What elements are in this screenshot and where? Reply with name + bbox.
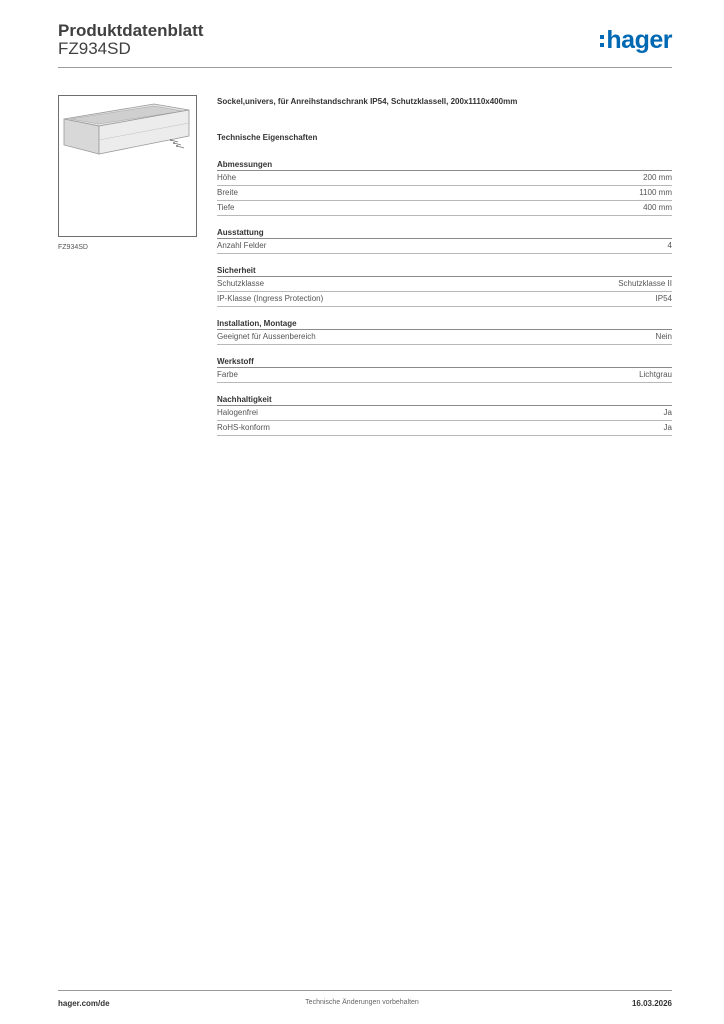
section-safety: [217, 265, 672, 307]
property-label: Geeignet für Aussenbereich: [217, 332, 316, 341]
property-row: [217, 277, 672, 292]
property-row: [217, 186, 672, 201]
section-title: Sicherheit: [217, 265, 672, 277]
section-equipment: [217, 227, 672, 254]
section-installation: [217, 318, 672, 345]
property-value: 4: [667, 241, 672, 250]
product-description: Sockel,univers, für Anreihstandschrank IP54, Schutzklassell, 200x1110x400mm: [217, 97, 518, 106]
property-value: Nein: [655, 332, 672, 341]
property-value: Lichtgrau: [639, 370, 672, 379]
property-label: RoHS-konform: [217, 423, 270, 432]
property-value: Ja: [663, 408, 672, 417]
section-title: Nachhaltigkeit: [217, 394, 672, 406]
base-plinth-illustration: [59, 96, 196, 236]
property-row: [217, 421, 672, 436]
technical-properties-heading: Technische Eigenschaften: [217, 133, 318, 142]
section-material: [217, 356, 672, 383]
property-value: 1100 mm: [639, 188, 672, 197]
document-date: 16.03.2026: [631, 999, 672, 1008]
property-value: 400 mm: [643, 203, 672, 212]
hager-logo: [600, 28, 672, 53]
property-row: [217, 201, 672, 216]
property-value: IP54: [655, 294, 672, 303]
property-label: Anzahl Felder: [217, 241, 267, 250]
logo-dots-icon: [600, 35, 604, 47]
product-image: [58, 95, 197, 237]
property-row: [217, 292, 672, 307]
property-row: [217, 368, 672, 383]
property-label: Halogenfrei: [217, 408, 258, 417]
logo-text: hager: [606, 26, 672, 54]
section-title: Ausstattung: [217, 227, 672, 239]
property-label: IP-Klasse (Ingress Protection): [217, 294, 324, 303]
image-caption: FZ934SD: [58, 244, 88, 251]
website-link[interactable]: hager.com/de: [58, 999, 110, 1008]
property-label: Breite: [217, 188, 238, 197]
property-value: Ja: [663, 423, 672, 432]
section-dimensions: [217, 159, 672, 216]
page-title: Produktdatenblatt: [58, 21, 204, 40]
property-value: 200 mm: [643, 173, 672, 182]
property-row: [217, 330, 672, 345]
property-value: Schutzklasse II: [618, 279, 672, 288]
header-divider: [58, 67, 672, 68]
property-row: [217, 239, 672, 254]
section-sustainability: [217, 394, 672, 436]
property-label: Farbe: [217, 370, 238, 379]
property-row: [217, 171, 672, 186]
property-label: Höhe: [217, 173, 237, 182]
disclaimer-text: Technische Änderungen vorbehalten: [305, 999, 419, 1006]
footer-divider: [58, 990, 672, 991]
property-label: Schutzklasse: [217, 279, 265, 288]
section-title: Installation, Montage: [217, 318, 672, 330]
product-data-panel: [217, 97, 672, 447]
section-title: Abmessungen: [217, 159, 672, 171]
product-code-subtitle: FZ934SD: [58, 39, 131, 58]
section-title: Werkstoff: [217, 356, 672, 368]
screws-icon: [170, 139, 184, 148]
property-row: [217, 406, 672, 421]
property-label: Tiefe: [217, 203, 235, 212]
